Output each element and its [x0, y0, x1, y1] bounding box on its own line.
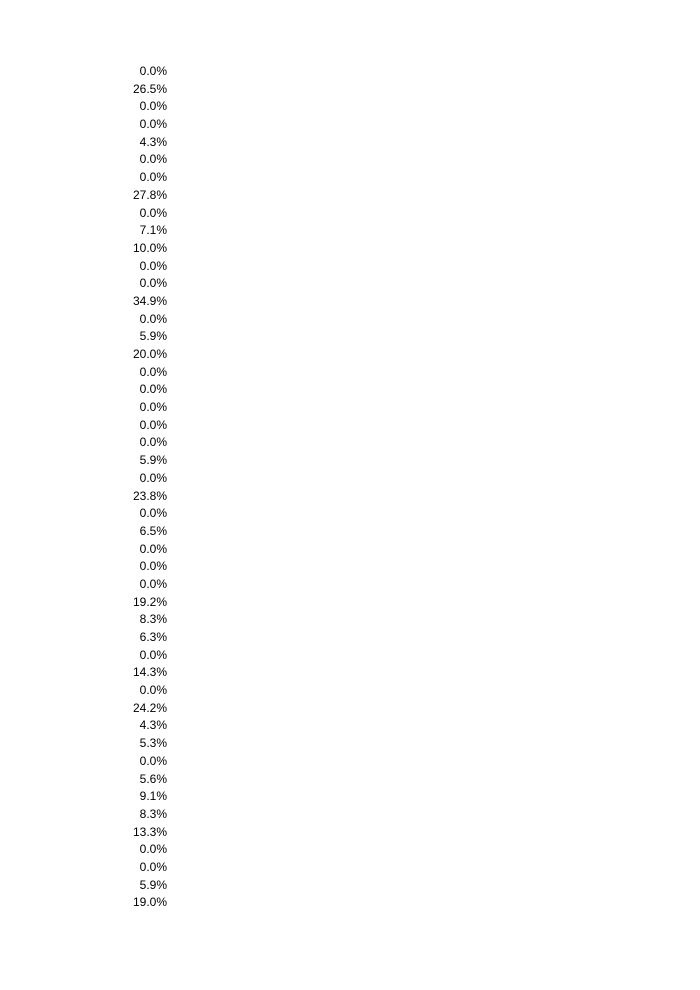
percentage-cell: 0.0%	[139, 541, 167, 556]
percentage-cell: 6.3%	[139, 630, 167, 644]
percentage-cell: 26.5%	[132, 81, 167, 96]
percentage-cell: 4.3%	[139, 134, 167, 149]
percentage-cell: 5.6%	[139, 771, 167, 786]
percentage-cell: 7.1%	[139, 223, 167, 238]
percentage-cell: 0.0%	[139, 170, 167, 185]
percentage-cell: 8.3%	[139, 806, 167, 821]
percentage-cell: 0.0%	[139, 559, 167, 574]
percentage-cell: 9.1%	[139, 789, 167, 804]
percentage-cell: 0.0%	[139, 64, 167, 78]
percentage-cell: 27.8%	[132, 187, 167, 202]
percentage-cell: 20.0%	[132, 347, 167, 361]
percentage-cell: 0.0%	[139, 753, 167, 768]
percentage-cell: 0.0%	[139, 842, 167, 857]
percentage-cell: 0.0%	[139, 276, 167, 291]
percentage-cell: 10.0%	[132, 240, 167, 255]
percentage-cell: 0.0%	[139, 258, 167, 273]
percentage-cell: 8.3%	[139, 612, 167, 627]
percentage-cell: 0.0%	[139, 647, 167, 662]
percentage-cell: 0.0%	[139, 576, 167, 591]
percentage-column	[100, 63, 167, 912]
percentage-cell: 0.0%	[139, 152, 167, 167]
percentage-cell: 5.9%	[139, 877, 167, 892]
percentage-cell: 19.0%	[132, 895, 167, 910]
percentage-cell: 14.3%	[132, 665, 167, 680]
percentage-cell: 24.2%	[132, 700, 167, 715]
percentage-cell: 0.0%	[139, 683, 167, 698]
percentage-cell: 5.9%	[139, 329, 167, 344]
percentage-cell: 0.0%	[139, 205, 167, 220]
percentage-cell: 23.8%	[132, 488, 167, 503]
percentage-cell: 0.0%	[139, 435, 167, 450]
percentage-cell: 0.0%	[139, 117, 167, 132]
percentage-cell: 19.2%	[132, 594, 167, 609]
percentage-cell: 0.0%	[139, 311, 167, 326]
percentage-cell: 0.0%	[139, 382, 167, 397]
percentage-cell: 0.0%	[139, 400, 167, 415]
percentage-cell: 4.3%	[139, 718, 167, 733]
percentage-cell: 0.0%	[139, 506, 167, 521]
percentage-cell: 5.3%	[139, 736, 167, 751]
percentage-cell: 0.0%	[139, 417, 167, 432]
percentage-cell: 0.0%	[139, 859, 167, 874]
percentage-cell: 5.9%	[139, 453, 167, 468]
percentage-cell: 6.5%	[139, 523, 167, 538]
percentage-cell: 0.0%	[139, 99, 167, 114]
percentage-cell: 0.0%	[139, 470, 167, 485]
percentage-cell: 13.3%	[132, 824, 167, 839]
percentage-cell: 34.9%	[132, 293, 167, 308]
percentage-cell: 0.0%	[139, 364, 167, 379]
